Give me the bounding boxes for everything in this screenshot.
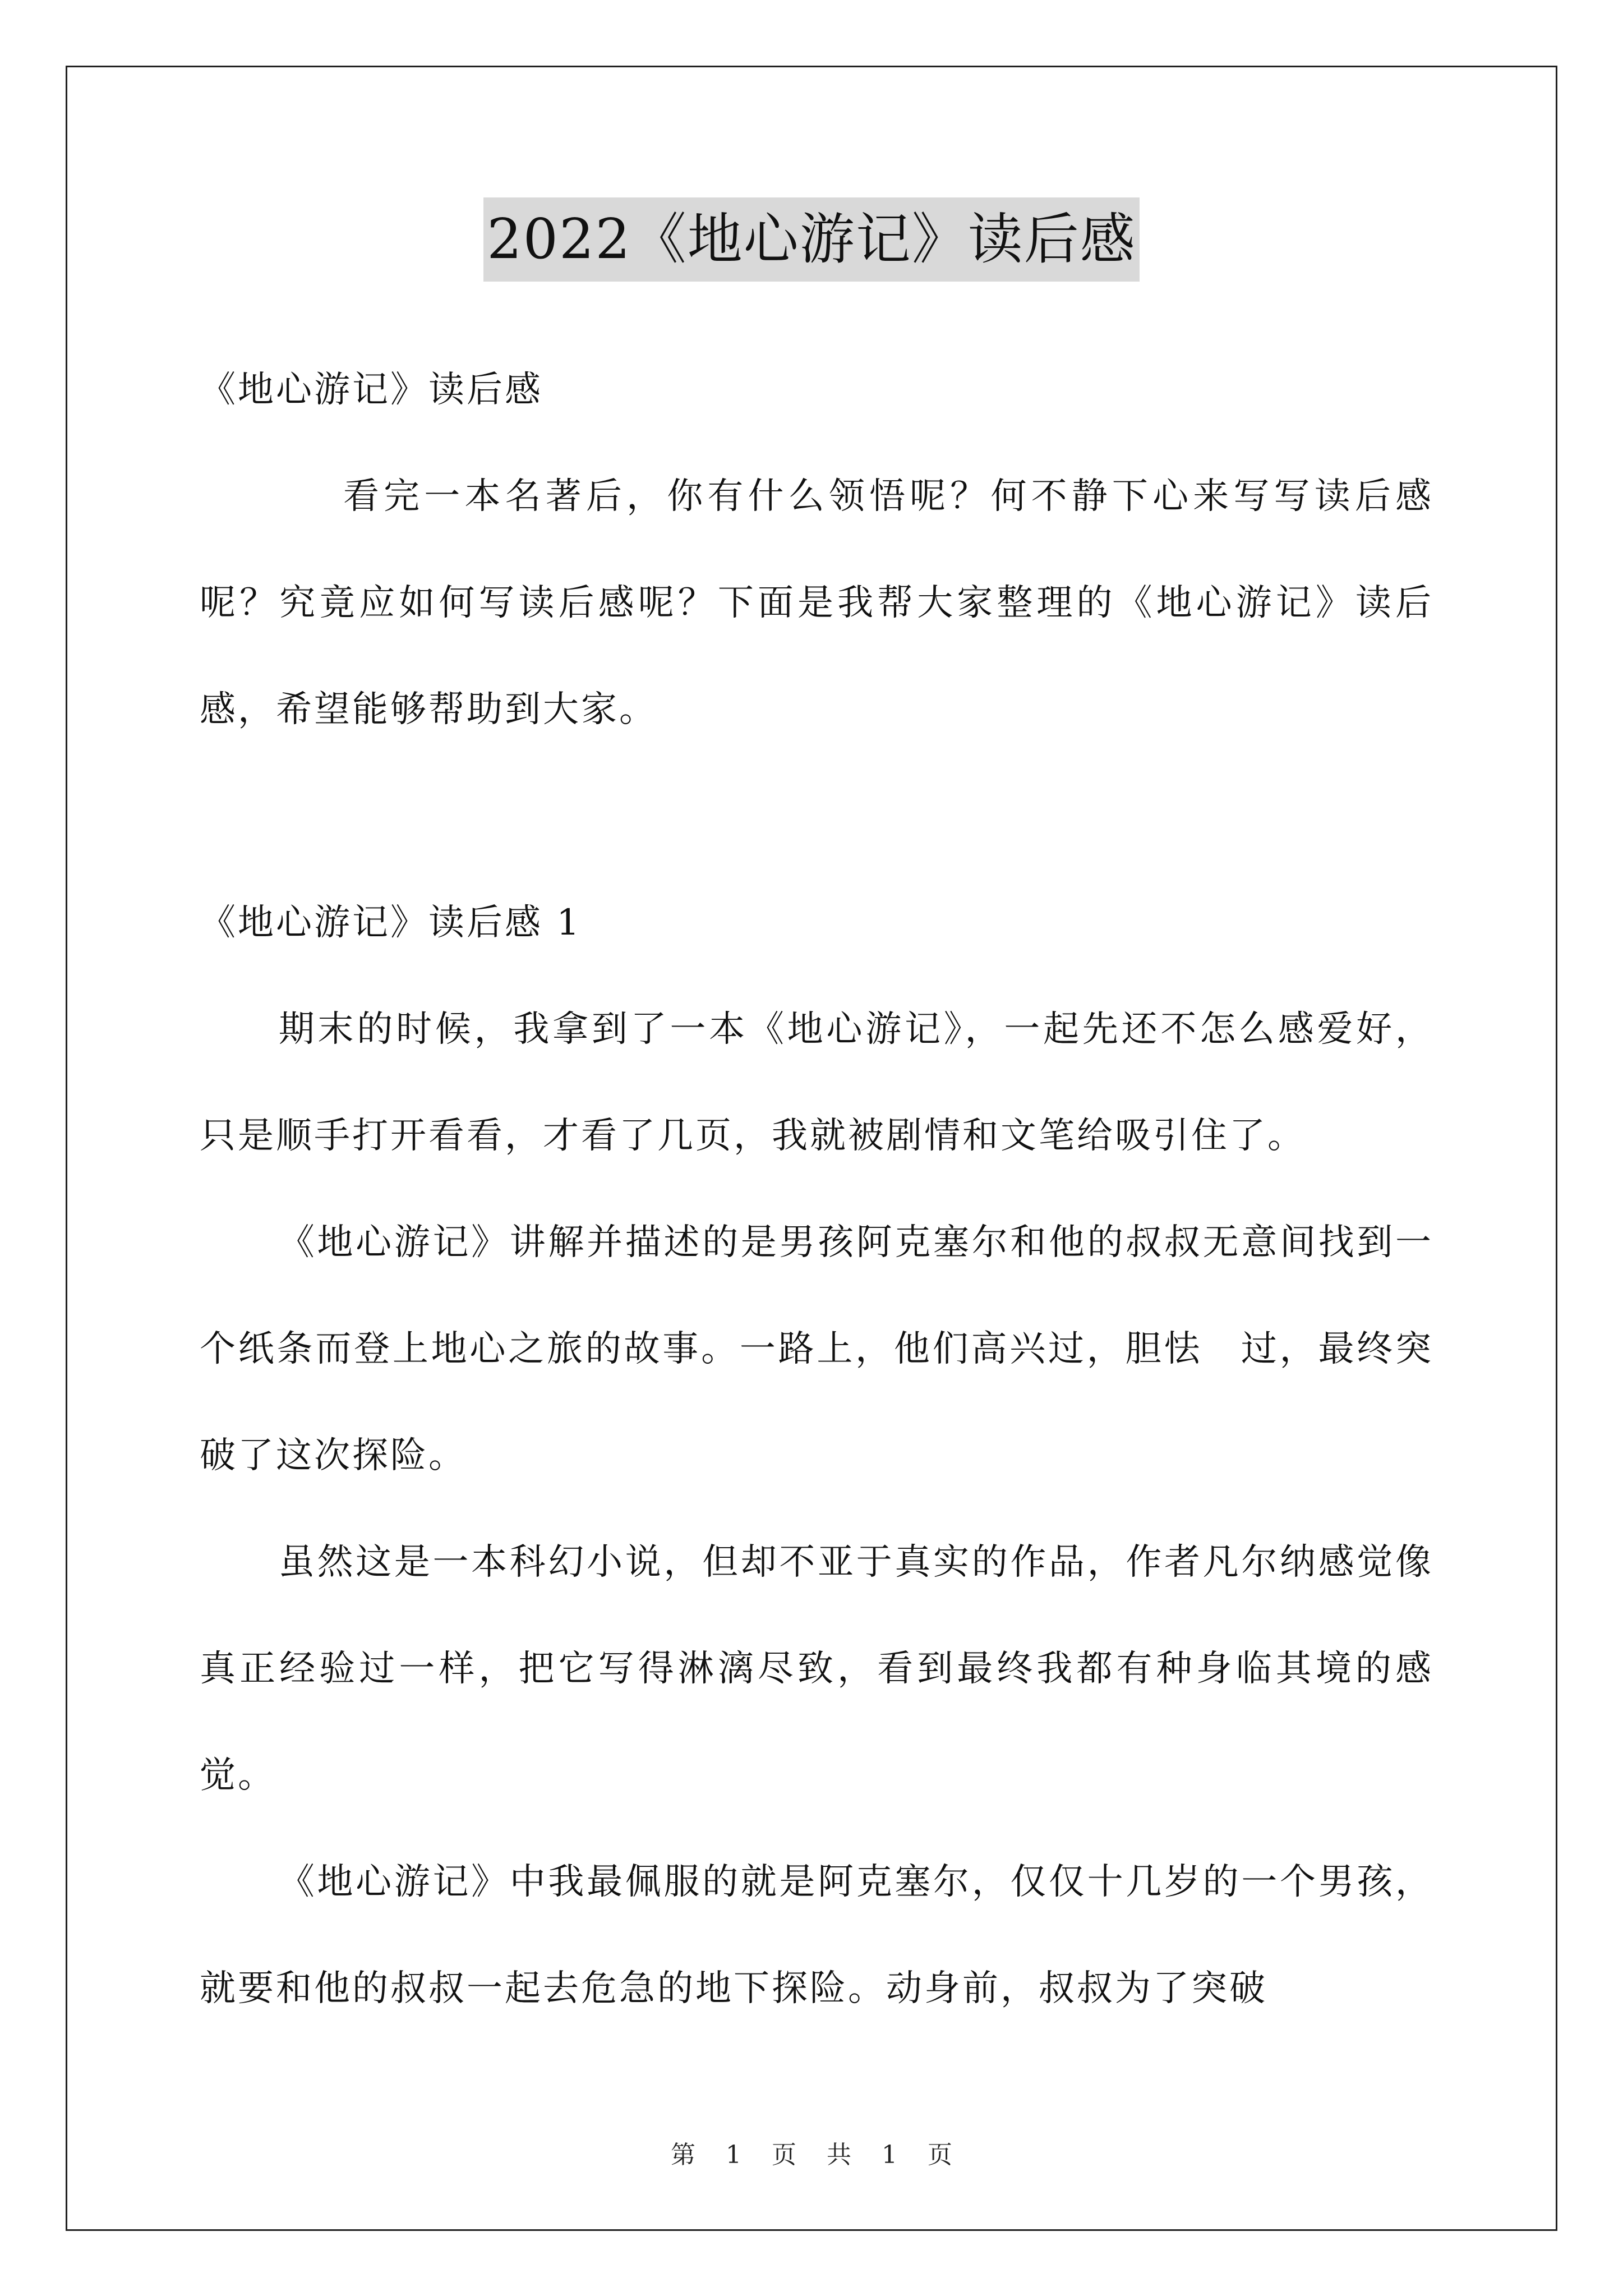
body-paragraph: 期末的时候，我拿到了一本《地心游记》，一起先还不怎么感爱好，只是顺手打开看看，才看了几页，我就被剧情和文笔给吸引住了。 [200,1009,1433,1157]
document-title: 2022《地心游记》读后感 [483,197,1139,282]
document-subtitle: 《地心游记》读后感 [200,369,543,411]
section-heading: 《地心游记》读后感 1 [200,902,582,944]
body-paragraph: 虽然这是一本科幻小说，但却不亚于真实的作品，作者凡尔纳感觉像真正经验过一样，把它写得淋漓尽致，看到最终我都有种身临其境的感觉。 [200,1542,1433,1796]
title-container [0,197,1623,282]
document-body [200,337,1433,2042]
body-paragraph: 《地心游记》讲解并描述的是男孩阿克塞尔和他的叔叔无意间找到一个纸条而登上地心之旅的故事。一路上，他们高兴过，胆怯 过，最终突破了这次探险。 [200,1222,1433,1476]
body-paragraph: 《地心游记》中我最佩服的就是阿克塞尔，仅仅十几岁的一个男孩，就要和他的叔叔一起去危急的地下探险。动身前，叔叔为了突破 [200,1861,1433,2009]
page-number-footer: 第 1 页 共 1 页 [671,2141,952,2169]
intro-paragraph: 看完一本名著后，你有什么领悟呢？何不静下心来写写读后感呢？究竟应如何写读后感呢？下面是我帮大家整理的《地心游记》读后感，希望能够帮助到大家。 [200,476,1433,730]
section-spacer [200,763,1433,869]
